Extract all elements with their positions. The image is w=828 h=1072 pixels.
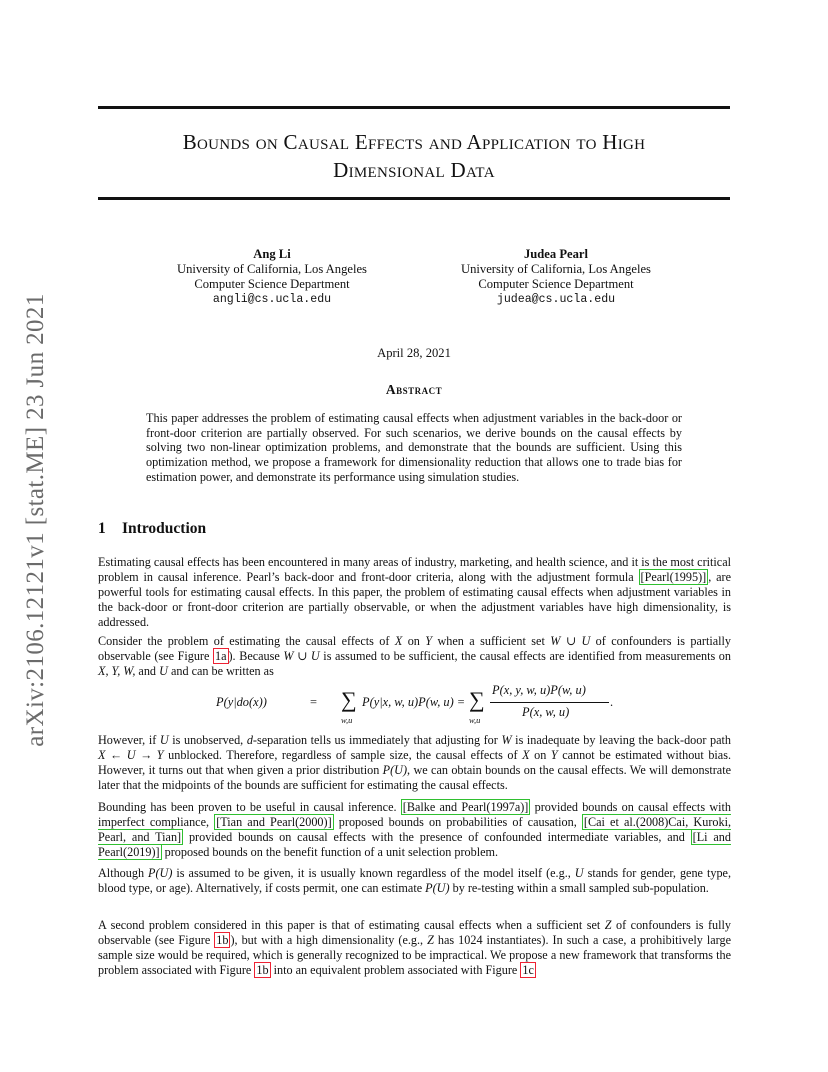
- abstract-heading: Abstract: [385, 382, 443, 397]
- paragraph-1: [98, 555, 731, 630]
- text: proposed bounds on the benefit function of a unit selection problem.: [161, 844, 499, 859]
- fraction-bar: [490, 702, 609, 703]
- text: is assumed to be given, it is usually known regardless of the model itself (e.g.,: [172, 866, 575, 880]
- text: ), but with a high dimensionality (e.g.,: [230, 932, 428, 947]
- author-affiliation: University of California, Los Angeles: [461, 262, 651, 276]
- text: instantiates). In such a case, a prohibitively large sample size would be required, which is generally recognized to be impractical. We propose a new framework that transforms the problem associated with Figure: [98, 932, 731, 977]
- eq-lhs: P(y|do(x)): [216, 695, 267, 709]
- eq-term: P(y|x, w, u)P(w, u) =: [362, 695, 466, 709]
- math-var: X ← U → Y: [98, 747, 164, 762]
- citation-link[interactable]: [Li and Pearl(2019)]: [98, 829, 731, 859]
- math-var: Z: [427, 932, 434, 947]
- arxiv-sidebar: [22, 290, 50, 750]
- section-heading: [98, 520, 206, 538]
- math-var: Y: [550, 747, 558, 762]
- math-var: X: [394, 634, 403, 648]
- text: when a sufficient set: [432, 634, 551, 648]
- author-email[interactable]: judea@cs.ucla.edu: [496, 293, 616, 306]
- sum-subscript: w,u: [341, 715, 353, 725]
- text: of confounders is partially observable (see Figure: [98, 634, 732, 663]
- figure-link[interactable]: 1b: [216, 932, 229, 947]
- abstract-text: This paper addresses the problem of estimating causal effects when adjustment variables in the back-door or front-door criterion are partially observed. For such scenarios, we derive bounds on the causal effects by solving two non-linear optimization problems, and demonstrate that the bounds are sufficient. Using this optimization method, we propose a framework for dimensionality reduction that allows one to trade bias for estimation power, and demonstrate its performance using simulation studies.: [146, 411, 682, 484]
- text: is inadequate by leaving the back-door path: [511, 733, 731, 747]
- text: provided bounds on causal effects with the presence of confounded intermediate variables, and: [183, 829, 691, 844]
- text: unblocked. Therefore, regardless of sample size, the causal effects of: [163, 747, 523, 762]
- sum-symbol: ∑: [341, 687, 357, 712]
- math-var: U: [159, 733, 169, 747]
- text: However, if: [98, 733, 160, 747]
- text: proposed bounds on probabilities of causation,: [333, 814, 582, 829]
- author-block-2: [446, 247, 666, 307]
- text: has: [433, 932, 459, 947]
- sum-subscript: w,u: [469, 715, 481, 725]
- author-name: Judea Pearl: [523, 247, 588, 261]
- math-var: Z: [604, 918, 612, 932]
- title-bottom-rule: [98, 197, 730, 200]
- text: provided bounds on causal effects with imperfect compliance,: [98, 800, 731, 829]
- paper-title: [98, 128, 730, 184]
- text: Although: [98, 866, 149, 880]
- text: into an equivalent problem associated with Figure: [270, 962, 521, 977]
- author-name: Ang Li: [253, 247, 291, 261]
- text: of confounders is fully observable (see Figure: [98, 918, 731, 947]
- figure-link[interactable]: 1a: [214, 648, 227, 663]
- text: Bounding has been proven to be useful in causal inference.: [98, 800, 401, 814]
- citation-link[interactable]: [Cai et al.(2008)Cai, Kuroki, Pearl, and Tian]: [98, 814, 731, 844]
- math-var: U: [159, 663, 168, 678]
- math-var: X, Y, W,: [98, 663, 136, 678]
- math-var: Y: [425, 634, 433, 648]
- section-title: Introduction: [122, 520, 207, 537]
- text: and can be written as: [167, 663, 274, 678]
- text: on: [402, 634, 426, 648]
- text: on: [529, 747, 551, 762]
- text: , are powerful tools for estimating causal effects. In this paper, the problem of estimating causal effects when adjustment variables in the back-door or front-door criterion are partially observable, or when the adjustment variables have high dimensionality, is addressed.: [98, 569, 731, 629]
- math-var: P(U): [382, 762, 408, 777]
- math-var: W ∪ U: [550, 634, 591, 648]
- text: stands for gender, gene type, blood type, or age). Alternatively, if costs permit, one can estimate: [98, 866, 731, 895]
- text: Consider the problem of estimating the causal effects of: [98, 634, 395, 648]
- math-var: W: [501, 733, 512, 747]
- math-var: d: [246, 733, 253, 747]
- citation-link[interactable]: [Pearl(1995)]: [640, 569, 707, 584]
- title-line-2: Dimensional Data: [333, 158, 495, 182]
- eq-numerator: P(x, y, w, u)P(w, u): [492, 683, 586, 697]
- title-line-1: Bounds on Causal Effects and Application to High: [182, 130, 646, 154]
- paragraph-3: [98, 733, 731, 793]
- sum-symbol: ∑: [469, 687, 485, 712]
- math-var: P(U): [148, 866, 173, 880]
- title-top-rule: [98, 106, 730, 109]
- eq-equals: =: [310, 695, 317, 709]
- text: and: [135, 663, 160, 678]
- adjustment-equation: [98, 683, 730, 729]
- eq-denominator: P(x, w, u): [522, 705, 570, 719]
- arxiv-id: arXiv:2106.12121v1 [stat.ME] 23 Jun 2021: [22, 293, 49, 747]
- math-var: U: [574, 866, 584, 880]
- author-block-1: [160, 247, 384, 307]
- math-var: W ∪ U: [283, 648, 320, 663]
- author-department: Computer Science Department: [478, 277, 634, 291]
- text: , we can obtain bounds on the causal effects. We will demonstrate later that the midpoints of the bounds are sufficient for estimating the causal effects.: [98, 762, 731, 792]
- author-affiliation: University of California, Los Angeles: [177, 262, 367, 276]
- paragraph-4: [98, 800, 731, 860]
- paragraph-5: [98, 866, 731, 896]
- text: cannot be estimated without bias. However, it turns out that when given a prior distribution: [98, 747, 732, 777]
- paragraph-2: [98, 634, 731, 679]
- figure-link[interactable]: 1c: [522, 962, 534, 977]
- math-var: X: [522, 747, 530, 762]
- paper-date: April 28, 2021: [377, 346, 451, 360]
- figure-link[interactable]: 1b: [256, 962, 269, 977]
- citation-link[interactable]: [Tian and Pearl(2000)]: [216, 814, 332, 829]
- text: Estimating causal effects has been encountered in many areas of industry, marketing, and health science, and it is the most critical problem in causal inference. Pearl’s back-door and front-door criteria, along with the adjustment formula: [98, 555, 731, 584]
- author-department: Computer Science Department: [194, 277, 350, 291]
- citation-link[interactable]: [Balke and Pearl(1997a)]: [402, 800, 529, 814]
- paragraph-6: [98, 918, 731, 978]
- text: A second problem considered in this paper is that of estimating causal effects when a sufficient set: [98, 918, 605, 932]
- text: by re-testing within a small sampled sub-population.: [449, 880, 709, 895]
- text: is unobserved,: [168, 733, 247, 747]
- section-number: 1: [98, 520, 106, 537]
- math-number: 1024: [458, 932, 483, 947]
- text: ). Because: [228, 648, 284, 663]
- math-var: P(U): [425, 880, 450, 895]
- text: is assumed to be sufficient, the causal effects are identified from measurements on: [319, 648, 731, 663]
- author-email[interactable]: angli@cs.ucla.edu: [212, 293, 332, 306]
- text: -separation tells us immediately that adjusting for: [252, 733, 502, 747]
- eq-period: .: [610, 695, 614, 709]
